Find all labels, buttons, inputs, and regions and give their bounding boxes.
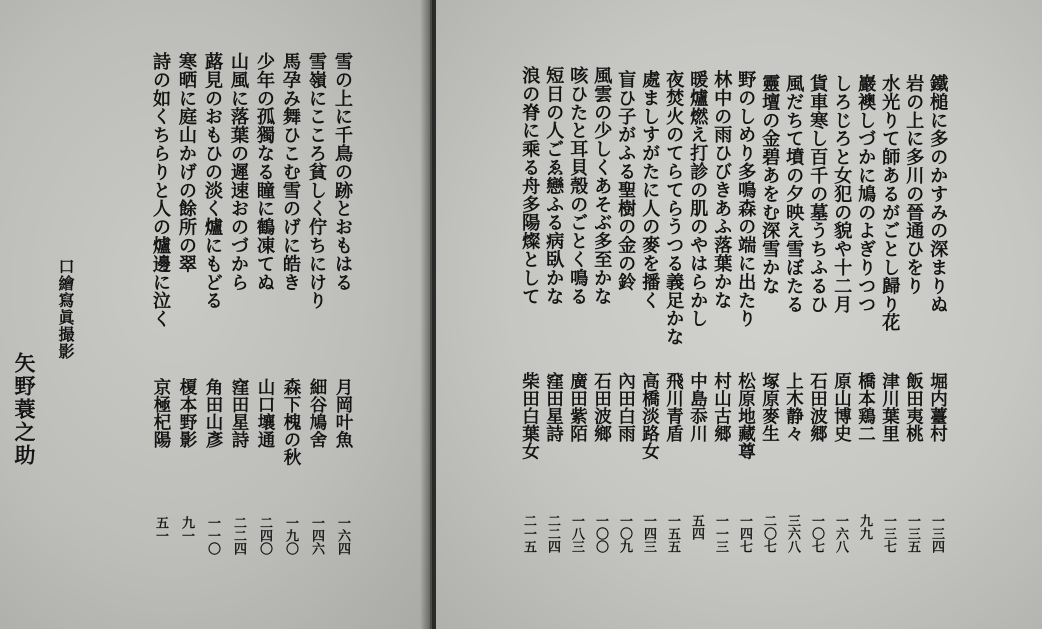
poet-name: 角田山彥 (203, 378, 223, 448)
poem-line: 貨車寒し百千の墓うちふるひ (807, 74, 829, 314)
poet-name: 柴田白葉女 (519, 372, 540, 460)
poet-name: 飯田夷桃 (903, 372, 924, 442)
photo-caption: 口繪寫眞撮影 (56, 258, 75, 360)
poem-line: 蕗見のおもひの淡く爐にもどる (202, 52, 223, 310)
poet-name: 村山古郷 (711, 372, 732, 442)
page-number: 五一 (153, 516, 168, 542)
poet-name: 榎本野影 (177, 378, 197, 448)
poem-line: 處ましすがたに人の麥を播く (639, 70, 661, 310)
page-number: 九一 (179, 516, 194, 542)
poem-line: 夜焚火のてらてらうつる義足かな (663, 70, 685, 346)
poet-name: 窪田星詩 (543, 372, 564, 442)
page-number: 一〇七 (809, 514, 824, 553)
photographer-credit: 矢野蓑之助 (12, 352, 37, 467)
poem-line: 雪の上に千鳥の跡とおもはる (332, 52, 353, 292)
poem-line: 浪の脊に乘る舟多陽燦として (519, 66, 541, 306)
poem-line: 盲ひ子がふる聖樹の金の鈴 (615, 70, 637, 291)
poem-line: 岩の上に多川の晉通ひをり (903, 74, 925, 295)
poem-line: 水光りて師あるがごとし歸り花 (879, 74, 901, 332)
poet-name: 塚原麥生 (759, 372, 780, 442)
page-number: 三六八 (785, 514, 800, 553)
poet-name: 上木静々 (783, 372, 804, 442)
poem-line: 風雲の少しくあそぶ多至かな (591, 66, 613, 306)
page-number: 二一五 (521, 514, 536, 553)
page-number: 一四六 (309, 516, 324, 555)
poet-name: 堀内薹村 (927, 372, 948, 442)
page-number: 一五五 (665, 514, 680, 553)
poet-name: 橋本鶏二 (855, 372, 876, 442)
page-number: 九九 (857, 514, 872, 540)
page-number: 一一〇 (205, 516, 220, 555)
poem-line: 馬孕み舞ひこむ雪のげに皓き (280, 52, 301, 292)
page-number: 五四 (689, 514, 704, 540)
poem-line: 巖襖しづかに鳩のよぎりつつ (855, 74, 877, 314)
page-number: 二二四 (231, 516, 246, 555)
poet-name: 松原地藏尊 (735, 372, 756, 460)
poet-name: 津川葉里 (879, 372, 900, 442)
page-number: 一三七 (881, 514, 896, 553)
poet-name: 高橋淡路女 (639, 372, 660, 460)
poet-name: 石田波郷 (807, 372, 828, 442)
poet-name: 中島忝川 (687, 372, 708, 442)
poet-name: 廣田紫陌 (567, 372, 588, 442)
page-number: 一六八 (833, 514, 848, 553)
page-number: 一三四 (929, 514, 944, 553)
poem-line: 林中の雨ひびきあふ落葉かな (711, 70, 733, 310)
page-number: 一八三 (569, 514, 584, 553)
poem-line: 暖爐燃え打診の肌のやはらかし (687, 70, 709, 328)
page-number: 一四三 (641, 514, 656, 553)
poem-line: 靈壇の金碧あをむ深雪かな (759, 74, 781, 295)
poet-name: 窪田星詩 (229, 378, 249, 448)
poem-line: 野のしめり多鳴森の端に出たり (735, 70, 757, 328)
page-number: 二〇七 (761, 514, 776, 553)
poet-name: 石田波鄉 (591, 372, 612, 442)
poet-name: 月岡叶魚 (333, 378, 353, 448)
page-number: 一一三 (713, 514, 728, 553)
poet-name: 京極杞陽 (151, 378, 171, 448)
left-page (0, 0, 432, 629)
right-page (436, 0, 1042, 629)
page-number: 一〇九 (617, 514, 632, 553)
page-number: 一四七 (737, 514, 752, 553)
poem-line: 鐵槌に多のかすみの深まりぬ (927, 74, 949, 314)
poem-line: 風だちて墳の夕映え雪ぼたる (783, 74, 805, 314)
poet-name: 山口壤通 (255, 378, 275, 448)
poet-name: 細谷鳩舍 (307, 378, 327, 448)
poet-name: 飛川青盾 (663, 372, 684, 442)
poem-line: 咳ひたと耳貝殼のごとく鳴る (567, 66, 589, 306)
poem-line: 少年の孤獨なる瞳に鶴凍てぬ (254, 52, 275, 292)
poem-line: 寒晒に庭山かげの餘所の翠 (176, 52, 197, 273)
page-number: 一九〇 (283, 516, 298, 555)
poet-name: 森下槐の秋 (281, 378, 301, 466)
page-number: 二二四 (545, 514, 560, 553)
page-number: 一六四 (335, 516, 350, 555)
poem-line: 短日の人ごゑ戀ふる病臥かな (543, 66, 565, 306)
poet-name: 內田白雨 (615, 372, 636, 442)
poem-line: 雪嶺にこころ貧しく佇ちにけり (306, 52, 327, 310)
poem-line: しろじろと女犯の貌や十二月 (831, 74, 853, 314)
page-number: 二四〇 (257, 516, 272, 555)
page-number: 一三五 (905, 514, 920, 553)
poet-name: 原山博史 (831, 372, 852, 442)
poem-line: 詩の如くちらりと人の爐邊に泣く (150, 52, 171, 328)
poem-line: 山風に落葉の遲速おのづから (228, 52, 249, 292)
page-number: 一〇〇 (593, 514, 608, 553)
